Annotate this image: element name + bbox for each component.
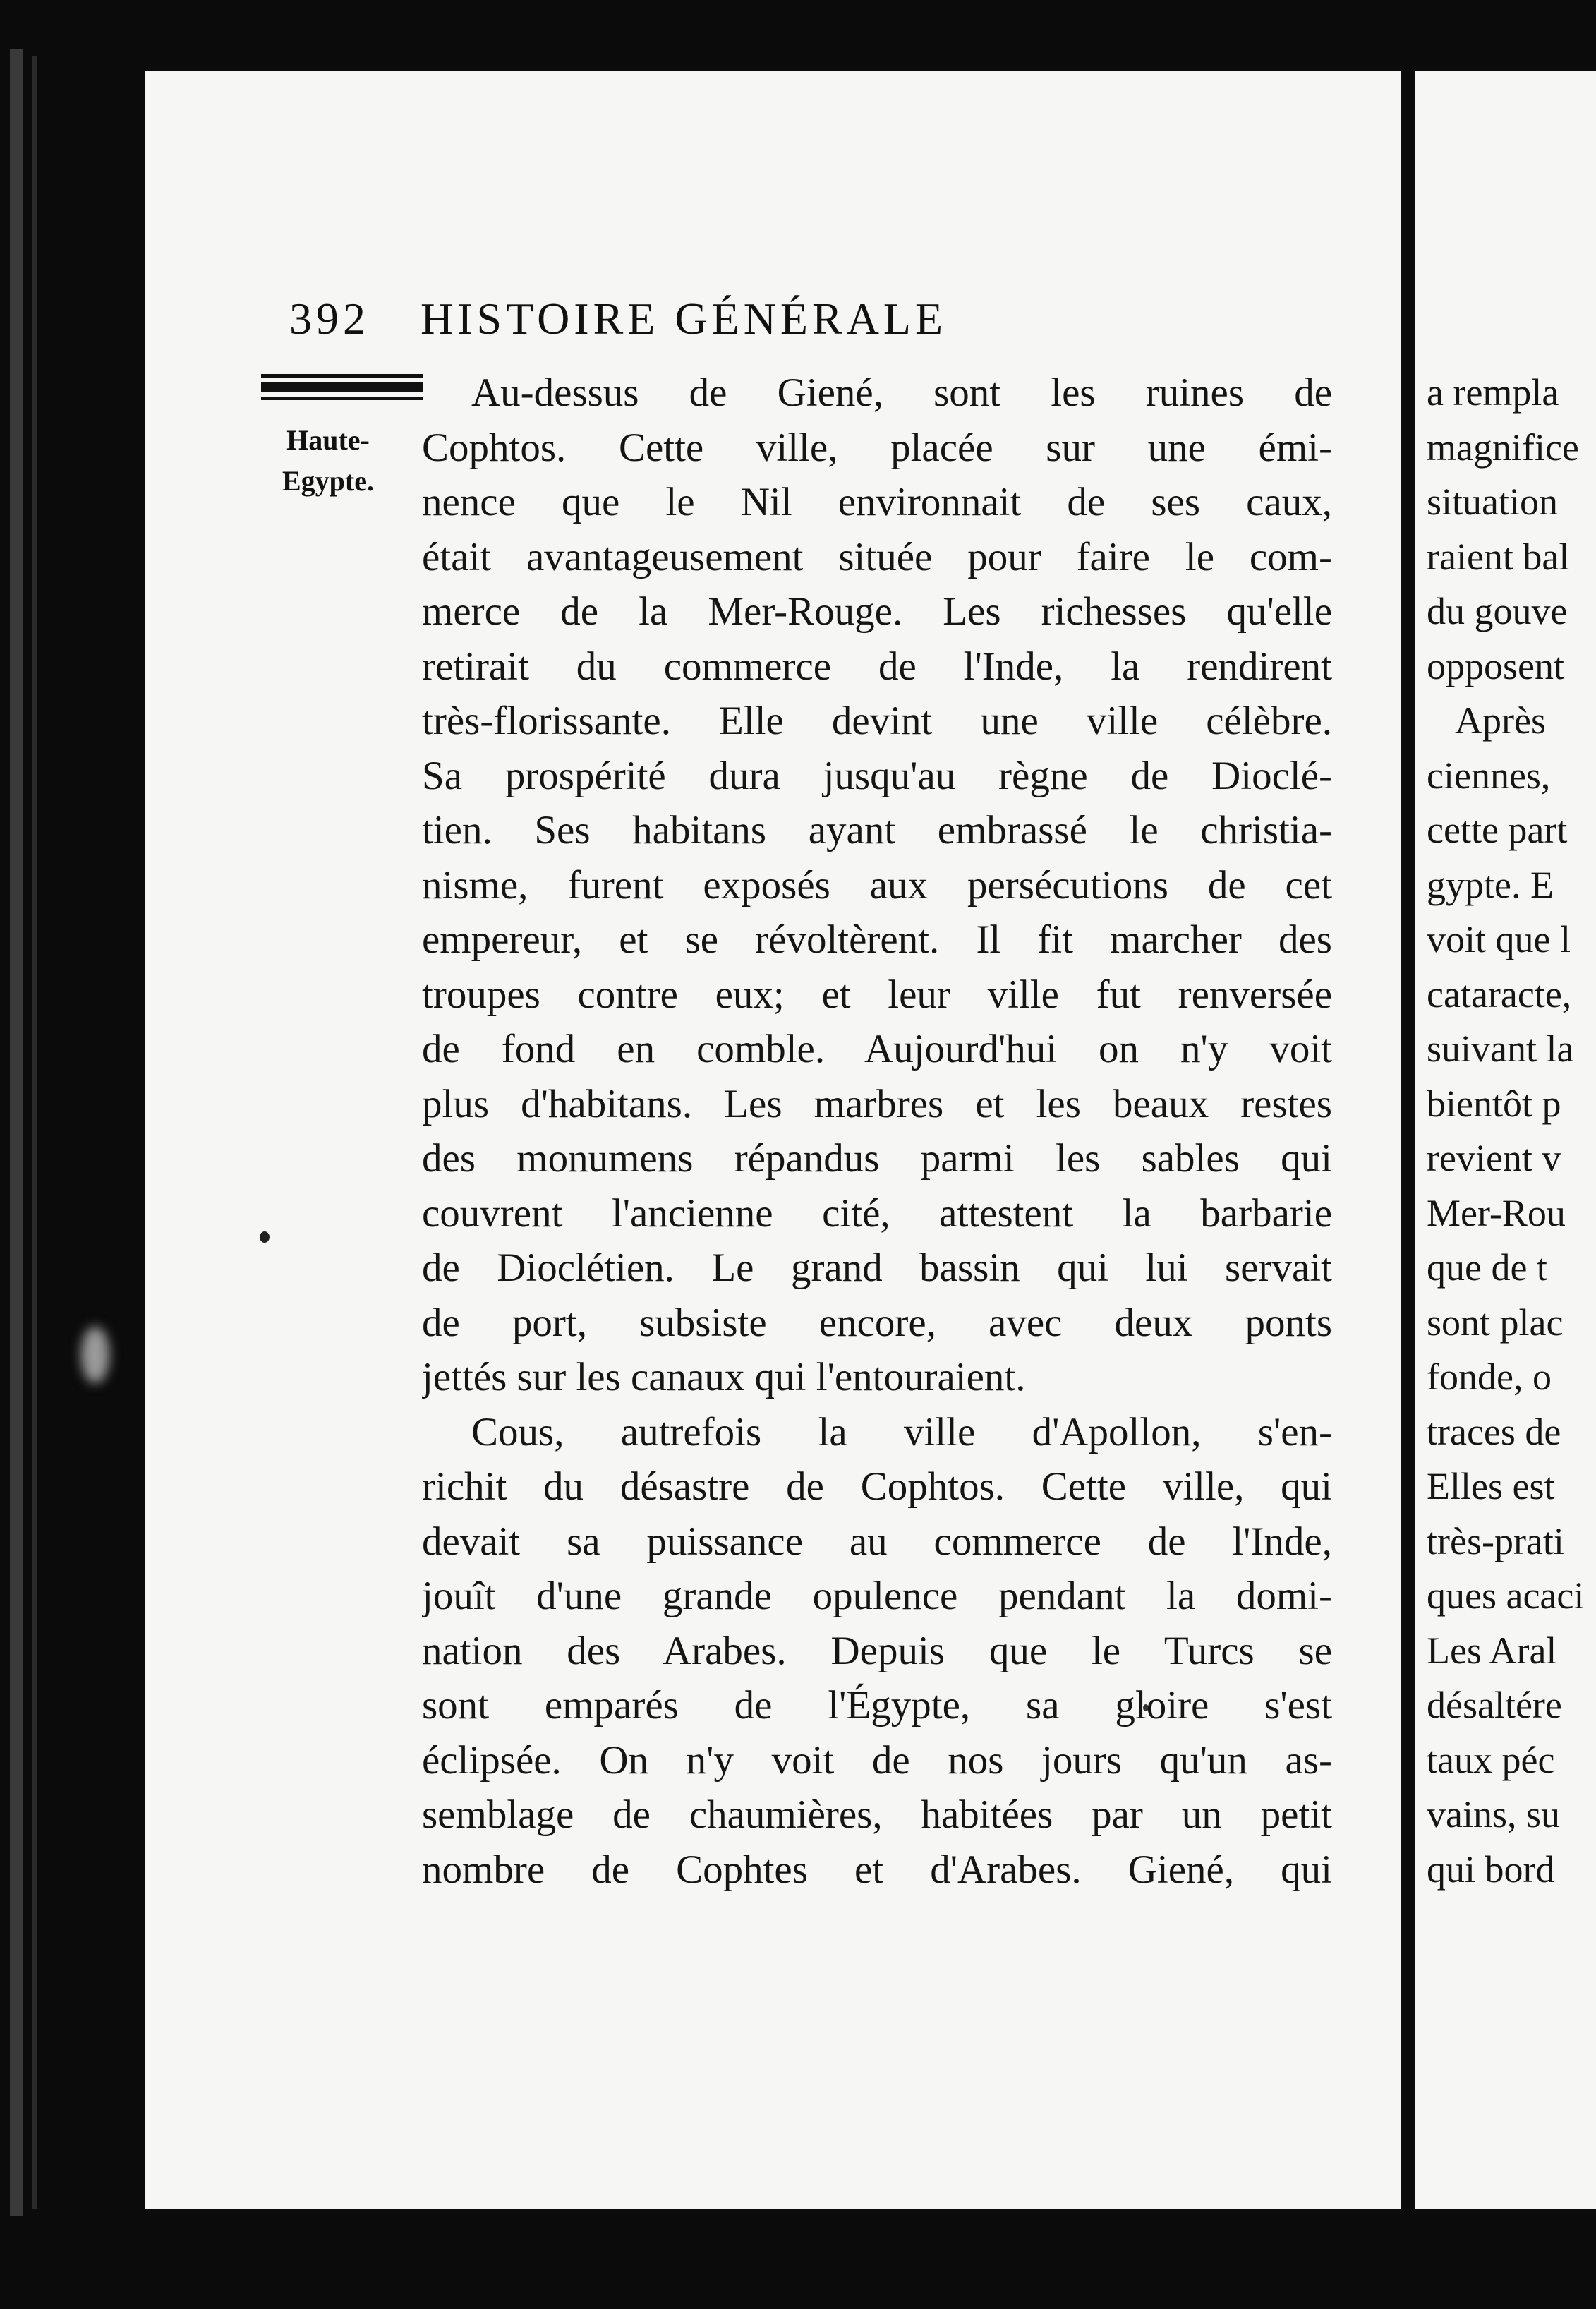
text-line: couvrent l'ancienne cité, attestent la barbarie xyxy=(422,1190,1332,1236)
right-page-line: a rempla xyxy=(1427,371,1559,414)
text-line: Cous, autrefois la ville d'Apollon, s'en- xyxy=(471,1409,1332,1454)
right-page-line: situation xyxy=(1427,481,1558,523)
right-page-line: raient bal xyxy=(1427,535,1570,578)
text-line: merce de la Mer-Rouge. Les richesses qu'elle xyxy=(422,589,1332,634)
right-page-line: ques acaci xyxy=(1427,1574,1585,1617)
binding-shadow xyxy=(32,56,37,2209)
right-page-line: taux péc xyxy=(1427,1738,1555,1781)
text-line: nation des Arabes. Depuis que le Turcs se xyxy=(422,1628,1332,1673)
sidenote-line: Haute- xyxy=(286,424,370,456)
right-page-line: gypte. E xyxy=(1427,863,1554,906)
right-page-line: ciennes, xyxy=(1427,754,1551,797)
right-page-line: Après xyxy=(1455,699,1546,742)
right-page-line: cataracte, xyxy=(1427,972,1572,1015)
right-page-line: cette part xyxy=(1427,809,1568,851)
sidenote-line: Egypte. xyxy=(282,465,374,497)
right-page-line: bientôt p xyxy=(1427,1082,1561,1125)
text-line: nombre de Cophtes et d'Arabes. Giené, qui xyxy=(422,1847,1332,1892)
right-page-line: voit que l xyxy=(1427,918,1571,960)
margin-smudge xyxy=(81,1327,109,1383)
page-number: 392 xyxy=(289,294,370,344)
text-line: tien. Ses habitans ayant embrassé le christia- xyxy=(422,808,1332,852)
text-line: troupes contre eux; et leur ville fut renversée xyxy=(422,972,1332,1017)
text-line: Au-dessus de Giené, sont les ruines de xyxy=(471,370,1332,415)
text-line: semblage de chaumières, habitées par un petit xyxy=(422,1792,1332,1837)
right-page-line: Les Aral xyxy=(1427,1629,1557,1672)
running-title: HISTOIRE GÉNÉRALE xyxy=(421,294,948,344)
margin-sidenote xyxy=(258,420,399,502)
right-page-line: opposent xyxy=(1427,644,1564,687)
right-page-line: que de t xyxy=(1427,1246,1547,1289)
right-page-line: magnifice xyxy=(1427,426,1579,469)
text-line: sont emparés de l'Égypte, sa gloire s'est xyxy=(422,1683,1332,1728)
text-line: des monumens répandus parmi les sables qui xyxy=(422,1136,1332,1181)
text-line: de fond en comble. Aujourd'hui on n'y voit xyxy=(422,1027,1332,1071)
right-page-line: fonde, o xyxy=(1427,1356,1552,1398)
text-line: Cophtos. Cette ville, placée sur une émi- xyxy=(422,425,1332,470)
text-line: richit du désastre de Cophtos. Cette ville, qui xyxy=(422,1464,1332,1509)
right-page-line: très-prati xyxy=(1427,1519,1564,1562)
text-line: était avantageusement située pour faire le com- xyxy=(422,534,1332,579)
binding-edge xyxy=(10,49,23,2216)
text-line: jettés sur les canaux qui l'entouraient. xyxy=(422,1355,1026,1399)
section-rule-ornament xyxy=(261,374,423,404)
running-head xyxy=(289,293,1348,345)
text-line: jouît d'une grande opulence pendant la domi- xyxy=(422,1574,1332,1618)
text-line: plus d'habitans. Les marbres et les beaux restes xyxy=(422,1081,1332,1126)
text-line: de port, subsiste encore, avec deux ponts xyxy=(422,1300,1332,1345)
text-line: éclipsée. On n'y voit de nos jours qu'un as- xyxy=(422,1737,1332,1783)
right-page-line: sont plac xyxy=(1427,1301,1564,1344)
text-line: retirait du commerce de l'Inde, la rendirent xyxy=(422,644,1332,689)
right-page-line: désaltére xyxy=(1427,1684,1562,1726)
body-text xyxy=(422,366,1332,1897)
text-line: de Dioclétien. Le grand bassin qui lui servait xyxy=(422,1246,1332,1290)
text-line: devait sa puissance au commerce de l'Inde, xyxy=(422,1519,1332,1564)
text-line: très-florissante. Elle devint une ville célèbre. xyxy=(422,699,1332,743)
right-page-line: traces de xyxy=(1427,1410,1561,1453)
right-page-line: vains, su xyxy=(1427,1793,1560,1835)
right-page-text xyxy=(1427,366,1596,1897)
right-page-line: revient v xyxy=(1427,1137,1561,1179)
right-page-line: qui bord xyxy=(1427,1847,1555,1891)
text-line: nence que le Nil environnait de ses caux, xyxy=(422,480,1332,524)
text-line: empereur, et se révoltèrent. Il fit marcher des xyxy=(422,917,1332,962)
text-line: nisme, furent exposés aux persécutions de cet xyxy=(422,862,1332,908)
text-line: Sa prospérité dura jusqu'au règne de Dioclé- xyxy=(422,753,1332,798)
right-page-line: suivant la xyxy=(1427,1027,1574,1070)
right-page-line: du gouve xyxy=(1427,590,1568,632)
right-page-line: Mer-Rou xyxy=(1427,1191,1566,1234)
ink-dot xyxy=(260,1231,270,1243)
right-page-line: Elles est xyxy=(1427,1465,1555,1507)
